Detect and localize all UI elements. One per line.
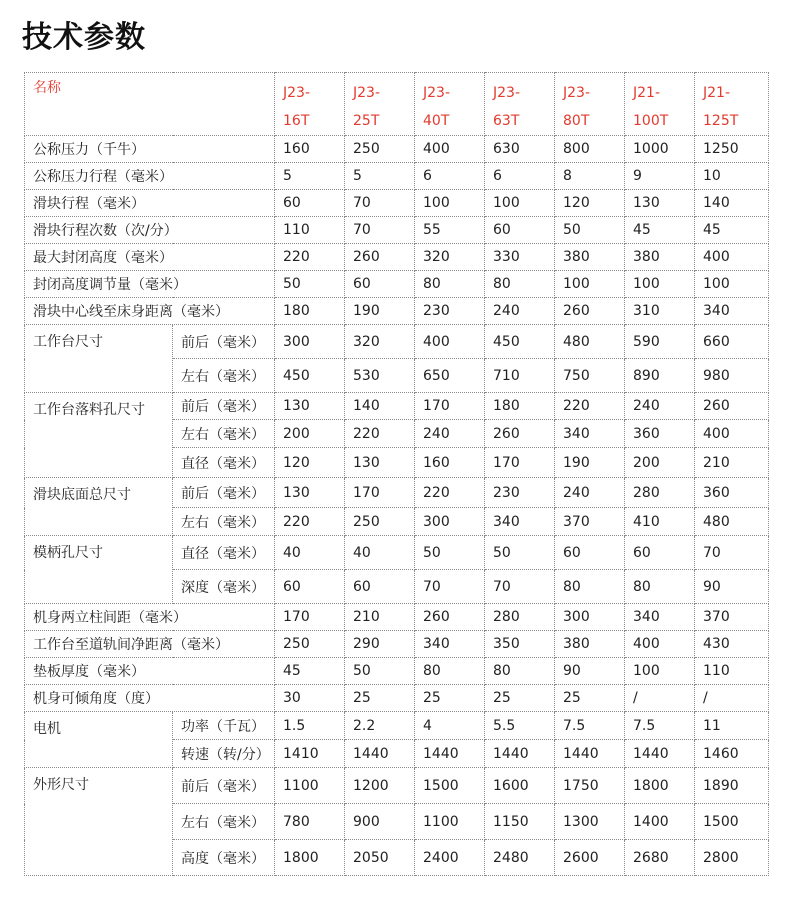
value-cell: 480 [555,325,625,359]
table-row [25,163,769,190]
value-cell: 480 [695,508,769,536]
value-cell: 260 [485,420,555,448]
model-header-cell [485,73,555,136]
value-cell: 410 [625,508,695,536]
model-header-cell [625,73,695,136]
value-cell: 130 [345,448,415,478]
value-cell: 1400 [625,804,695,840]
value-cell: 190 [555,448,625,478]
sub-label: 前后（毫米） [173,325,275,359]
value-cell: 8 [555,163,625,190]
group-label: 外形尺寸 [25,768,173,876]
sub-label: 前后（毫米） [173,393,275,420]
sub-label: 左右（毫米） [173,359,275,393]
value-cell: 25 [345,685,415,712]
value-cell: 5.5 [485,712,555,740]
value-cell: 1100 [415,804,485,840]
value-cell: 60 [345,570,415,604]
value-cell: 2680 [625,840,695,876]
value-cell: 300 [275,325,345,359]
value-cell: 260 [415,604,485,631]
value-cell: 9 [625,163,695,190]
model-header-cell [345,73,415,136]
value-cell: 250 [275,631,345,658]
value-cell: 250 [345,136,415,163]
value-cell: 80 [485,658,555,685]
value-cell: 60 [275,190,345,217]
value-cell: 300 [415,508,485,536]
value-cell: 400 [415,136,485,163]
value-cell: 340 [695,298,769,325]
value-cell: 30 [275,685,345,712]
value-cell: 170 [415,393,485,420]
value-cell: 340 [415,631,485,658]
value-cell: 1250 [695,136,769,163]
group-label: 工作台落料孔尺寸 [25,393,173,478]
model-series: J23- [353,85,380,101]
value-cell: 60 [485,217,555,244]
value-cell: 210 [695,448,769,478]
value-cell: 230 [485,478,555,508]
value-cell: 2600 [555,840,625,876]
value-cell: 1440 [415,740,485,768]
value-cell: 380 [555,244,625,271]
table-row [25,244,769,271]
value-cell: 6 [415,163,485,190]
row-label: 工作台至道轨间净距离（毫米） [25,631,275,658]
sub-label: 左右（毫米） [173,804,275,840]
value-cell: 1440 [485,740,555,768]
value-cell: 60 [345,271,415,298]
value-cell: 320 [345,325,415,359]
table-row [25,536,769,570]
sub-label: 前后（毫米） [173,478,275,508]
value-cell: 90 [555,658,625,685]
value-cell: 110 [695,658,769,685]
row-label: 公称压力行程（毫米） [25,163,275,190]
value-cell: 1440 [625,740,695,768]
value-cell: 1410 [275,740,345,768]
sub-label: 左右（毫米） [173,420,275,448]
value-cell: 60 [555,536,625,570]
value-cell: 240 [415,420,485,448]
value-cell: 660 [695,325,769,359]
value-cell: 60 [625,536,695,570]
table-row [25,217,769,244]
value-cell: 280 [485,604,555,631]
value-cell: 50 [345,658,415,685]
sub-label: 直径（毫米） [173,448,275,478]
table-row [25,136,769,163]
value-cell: 260 [345,244,415,271]
row-label: 机身两立柱间距（毫米） [25,604,275,631]
model-tonnage: 25T [353,113,380,129]
value-cell: 370 [695,604,769,631]
value-cell: 170 [275,604,345,631]
value-cell: 980 [695,359,769,393]
model-series: J21- [703,85,730,101]
value-cell: 230 [415,298,485,325]
value-cell: 360 [625,420,695,448]
value-cell: 360 [695,478,769,508]
header-row [25,73,769,136]
value-cell: 630 [485,136,555,163]
value-cell: 210 [345,604,415,631]
value-cell: 290 [345,631,415,658]
value-cell: 45 [275,658,345,685]
model-header-cell [275,73,345,136]
value-cell: 70 [695,536,769,570]
value-cell: 220 [345,420,415,448]
model-series: J23- [493,85,520,101]
value-cell: 160 [275,136,345,163]
value-cell: 260 [695,393,769,420]
value-cell: 140 [695,190,769,217]
value-cell: 2800 [695,840,769,876]
value-cell: 25 [415,685,485,712]
value-cell: 200 [625,448,695,478]
value-cell: 370 [555,508,625,536]
value-cell: 530 [345,359,415,393]
value-cell: 2480 [485,840,555,876]
value-cell: 220 [275,244,345,271]
value-cell: 100 [485,190,555,217]
value-cell: 450 [275,359,345,393]
header-label: 名称 [25,73,275,136]
table-row [25,768,769,804]
value-cell: 380 [555,631,625,658]
value-cell: 1200 [345,768,415,804]
value-cell: 1460 [695,740,769,768]
value-cell: / [625,685,695,712]
value-cell: 1440 [345,740,415,768]
value-cell: 55 [415,217,485,244]
value-cell: 400 [415,325,485,359]
value-cell: 100 [625,271,695,298]
value-cell: 170 [345,478,415,508]
value-cell: 80 [415,271,485,298]
value-cell: 280 [625,478,695,508]
value-cell: 400 [625,631,695,658]
value-cell: 2050 [345,840,415,876]
value-cell: 25 [555,685,625,712]
value-cell: 1890 [695,768,769,804]
model-series: J23- [563,85,590,101]
value-cell: 70 [345,217,415,244]
value-cell: 340 [485,508,555,536]
model-tonnage: 16T [283,113,310,129]
value-cell: 1100 [275,768,345,804]
value-cell: 1800 [625,768,695,804]
value-cell: 1300 [555,804,625,840]
value-cell: 5 [345,163,415,190]
sub-label: 直径（毫米） [173,536,275,570]
model-tonnage: 125T [703,113,739,129]
table-row [25,685,769,712]
value-cell: 180 [275,298,345,325]
value-cell: 380 [625,244,695,271]
page-title: 技术参数 [22,20,146,55]
value-cell: 450 [485,325,555,359]
table-row [25,478,769,508]
value-cell: 7.5 [625,712,695,740]
value-cell: 1000 [625,136,695,163]
row-label: 最大封闭高度（毫米） [25,244,275,271]
value-cell: 240 [555,478,625,508]
value-cell: 430 [695,631,769,658]
table-row [25,190,769,217]
group-label: 滑块底面总尺寸 [25,478,173,536]
value-cell: 80 [555,570,625,604]
model-series: J23- [283,85,310,101]
value-cell: 120 [555,190,625,217]
value-cell: 310 [625,298,695,325]
value-cell: 250 [345,508,415,536]
value-cell: 40 [275,536,345,570]
group-label: 电机 [25,712,173,768]
value-cell: 70 [485,570,555,604]
value-cell: 1600 [485,768,555,804]
value-cell: 80 [625,570,695,604]
value-cell: 1440 [555,740,625,768]
row-label: 公称压力（千牛） [25,136,275,163]
value-cell: 1150 [485,804,555,840]
value-cell: 190 [345,298,415,325]
value-cell: 340 [555,420,625,448]
value-cell: 320 [415,244,485,271]
value-cell: 160 [415,448,485,478]
value-cell: 130 [275,478,345,508]
value-cell: 170 [485,448,555,478]
table-row [25,658,769,685]
table-row [25,393,769,420]
row-label: 滑块行程（毫米） [25,190,275,217]
value-cell: 70 [345,190,415,217]
value-cell: 340 [625,604,695,631]
value-cell: 140 [345,393,415,420]
value-cell: 100 [695,271,769,298]
value-cell: 50 [275,271,345,298]
sub-label: 左右（毫米） [173,508,275,536]
value-cell: 650 [415,359,485,393]
value-cell: 1.5 [275,712,345,740]
value-cell: 25 [485,685,555,712]
model-series: J21- [633,85,660,101]
row-label: 机身可倾角度（度） [25,685,275,712]
model-header-cell [695,73,769,136]
value-cell: 1500 [415,768,485,804]
value-cell: 200 [275,420,345,448]
value-cell: 1500 [695,804,769,840]
value-cell: 220 [415,478,485,508]
value-cell: 80 [485,271,555,298]
value-cell: 240 [485,298,555,325]
model-series: J23- [423,85,450,101]
row-label: 垫板厚度（毫米） [25,658,275,685]
sub-label: 转速（转/分） [173,740,275,768]
value-cell: 40 [345,536,415,570]
value-cell: 2.2 [345,712,415,740]
value-cell: / [695,685,769,712]
value-cell: 220 [555,393,625,420]
value-cell: 50 [415,536,485,570]
value-cell: 90 [695,570,769,604]
value-cell: 240 [625,393,695,420]
table-row [25,631,769,658]
value-cell: 2400 [415,840,485,876]
row-label: 滑块中心线至床身距离（毫米） [25,298,275,325]
value-cell: 100 [555,271,625,298]
value-cell: 330 [485,244,555,271]
group-label: 模柄孔尺寸 [25,536,173,604]
value-cell: 220 [275,508,345,536]
value-cell: 70 [415,570,485,604]
value-cell: 780 [275,804,345,840]
value-cell: 11 [695,712,769,740]
model-header-cell [555,73,625,136]
value-cell: 130 [275,393,345,420]
value-cell: 60 [275,570,345,604]
value-cell: 590 [625,325,695,359]
model-tonnage: 80T [563,113,590,129]
value-cell: 710 [485,359,555,393]
table-row [25,271,769,298]
value-cell: 180 [485,393,555,420]
value-cell: 1800 [275,840,345,876]
value-cell: 100 [415,190,485,217]
value-cell: 900 [345,804,415,840]
sub-label: 功率（千瓦） [173,712,275,740]
row-label: 滑块行程次数（次/分） [25,217,275,244]
value-cell: 110 [275,217,345,244]
value-cell: 7.5 [555,712,625,740]
model-tonnage: 100T [633,113,669,129]
value-cell: 120 [275,448,345,478]
value-cell: 260 [555,298,625,325]
model-tonnage: 63T [493,113,520,129]
value-cell: 45 [695,217,769,244]
value-cell: 50 [555,217,625,244]
model-header-cell [415,73,485,136]
sub-label: 深度（毫米） [173,570,275,604]
value-cell: 4 [415,712,485,740]
value-cell: 50 [485,536,555,570]
value-cell: 1750 [555,768,625,804]
value-cell: 5 [275,163,345,190]
table-row [25,298,769,325]
sub-label: 高度（毫米） [173,840,275,876]
value-cell: 300 [555,604,625,631]
spec-table [24,72,769,876]
value-cell: 10 [695,163,769,190]
value-cell: 80 [415,658,485,685]
value-cell: 350 [485,631,555,658]
group-label: 工作台尺寸 [25,325,173,393]
value-cell: 800 [555,136,625,163]
value-cell: 400 [695,420,769,448]
value-cell: 130 [625,190,695,217]
value-cell: 100 [625,658,695,685]
value-cell: 6 [485,163,555,190]
table-row [25,604,769,631]
table-row [25,712,769,740]
table-row [25,325,769,359]
sub-label: 前后（毫米） [173,768,275,804]
value-cell: 45 [625,217,695,244]
value-cell: 400 [695,244,769,271]
value-cell: 890 [625,359,695,393]
row-label: 封闭高度调节量（毫米） [25,271,275,298]
model-tonnage: 40T [423,113,450,129]
value-cell: 750 [555,359,625,393]
